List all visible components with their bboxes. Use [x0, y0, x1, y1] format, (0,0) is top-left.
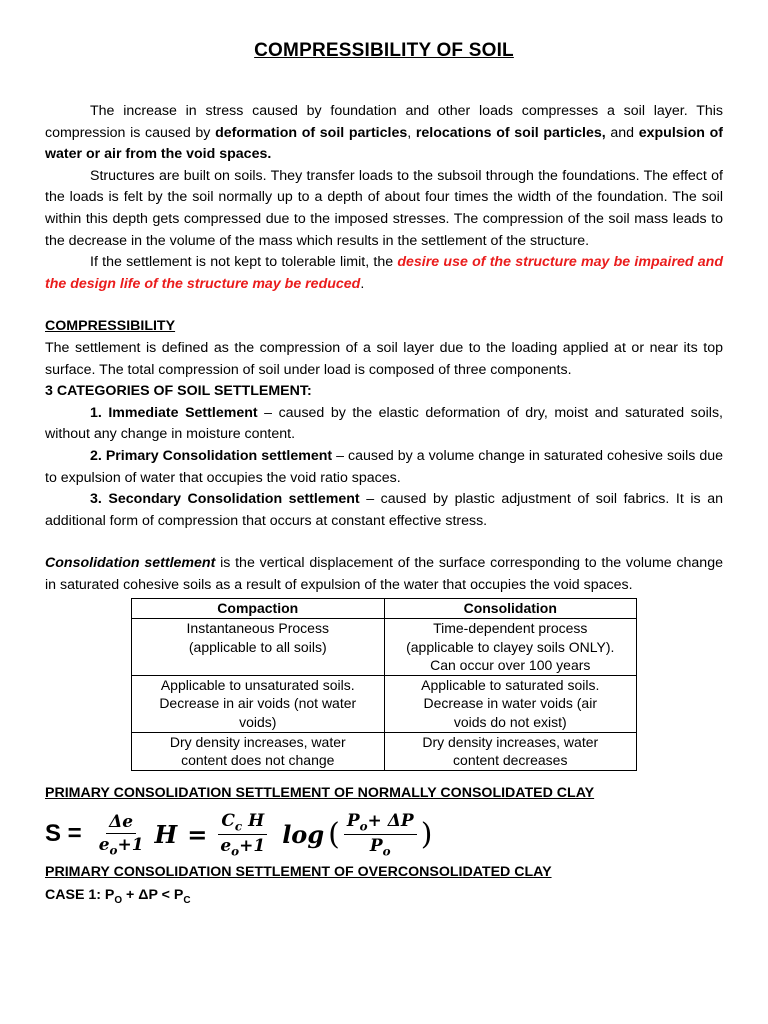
table-cell: Applicable to saturated soils. Decrease in water voids (air voids do not exist) — [384, 675, 637, 732]
table-row — [132, 619, 637, 676]
intro-paragraph-1: The increase in stress caused by foundation and other loads compresses a soil layer. This compression is caused by deformation of soil particles, relocations of soil particles, and expulsion of water or air from the void spaces. — [45, 103, 723, 163]
compressibility-heading: COMPRESSIBILITY — [45, 318, 176, 335]
table-cell: Time-dependent process (applicable to clayey soils ONLY). Can occur over 100 years — [384, 619, 637, 676]
formula-fraction-3: $\frac{P_o+ \Delta P}{P_o}$ — [344, 811, 417, 859]
table-row — [132, 732, 637, 770]
formula-fraction-1: $\frac{\Delta e}{e_o+1}$ — [98, 811, 144, 858]
page-title: COMPRESSIBILITY OF SOIL — [254, 40, 514, 61]
compressibility-paragraph: The settlement is defined as the compression of a soil layer due to the loading applied at or near its top surface. The total compression of soil under load is composed of three components. — [45, 339, 723, 378]
settlement-item-secondary: 3. Secondary Consolidation settlement – caused by plastic adjustment of soil fabrics. It is an additional form of compression that occurs at constant effective stress. — [45, 491, 723, 529]
table-cell: Dry density increases, water content does not change — [132, 732, 385, 770]
categories-heading: 3 CATEGORIES OF SOIL SETTLEMENT: — [45, 383, 312, 400]
intro-paragraph-3: If the settlement is not kept to tolerable limit, the desire use of the structure may be impaired and the design life of the structure may be reduced. — [45, 254, 723, 292]
oc-clay-heading: PRIMARY CONSOLIDATION SETTLEMENT OF OVERCONSOLIDATED CLAY — [45, 864, 552, 881]
table-header-compaction: Compaction — [132, 599, 385, 619]
intro-paragraph-2: Structures are built on soils. They transfer loads to the subsoil through the foundations. The effect of the loads is felt by the soil normally up to a depth of about four times the width of the foundation. The soil within this depth gets compressed due to the imposed stresses. The compression of the soil mass leads to the decrease in the volume of the mass which results in the settlement of the structure. — [45, 167, 723, 249]
formula-fraction-2: $\frac{C_c H}{e_o+1}$ — [220, 810, 266, 859]
comparison-table — [131, 598, 637, 770]
formula-equals: = — [187, 819, 208, 849]
highlighted-warning: desire use of the structure may be impaired and the design life of the structure may be reduced — [45, 254, 723, 292]
table-header-consolidation: Consolidation — [384, 599, 637, 619]
formula-log: log — [282, 819, 325, 849]
case-1-label: CASE 1: $P_O + \Delta P < P_C$ — [45, 887, 191, 906]
settlement-item-immediate: 1. Immediate Settlement – caused by the elastic deformation of dry, moist and saturated soils, without any change in moisture content. — [45, 404, 723, 443]
formula-left-paren: ( — [328, 816, 340, 852]
formula-h: H — [154, 819, 178, 849]
consolidation-definition: Consolidation settlement is the vertical displacement of the surface corresponding to the volume change in saturated cohesive soils as a result of expulsion of the water that occupies the void spaces. — [45, 555, 723, 593]
table-header-row — [132, 599, 637, 619]
table-cell: Dry density increases, water content decreases — [384, 732, 637, 770]
table-row — [132, 675, 637, 732]
settlement-item-primary: 2. Primary Consolidation settlement – caused by a volume change in saturated cohesive soils due to expulsion of water that occupies the void ratio spaces. — [45, 447, 723, 486]
table-cell: Instantaneous Process (applicable to all soils) — [132, 619, 385, 676]
formula-right-paren: ) — [420, 816, 433, 852]
table-cell: Applicable to unsaturated soils. Decrease in air voids (not water voids) — [132, 675, 385, 732]
nc-clay-heading: PRIMARY CONSOLIDATION SETTLEMENT OF NORMALLY CONSOLIDATED CLAY — [45, 784, 595, 801]
formula-lhs: S = — [45, 820, 82, 848]
settlement-formula — [45, 806, 723, 862]
